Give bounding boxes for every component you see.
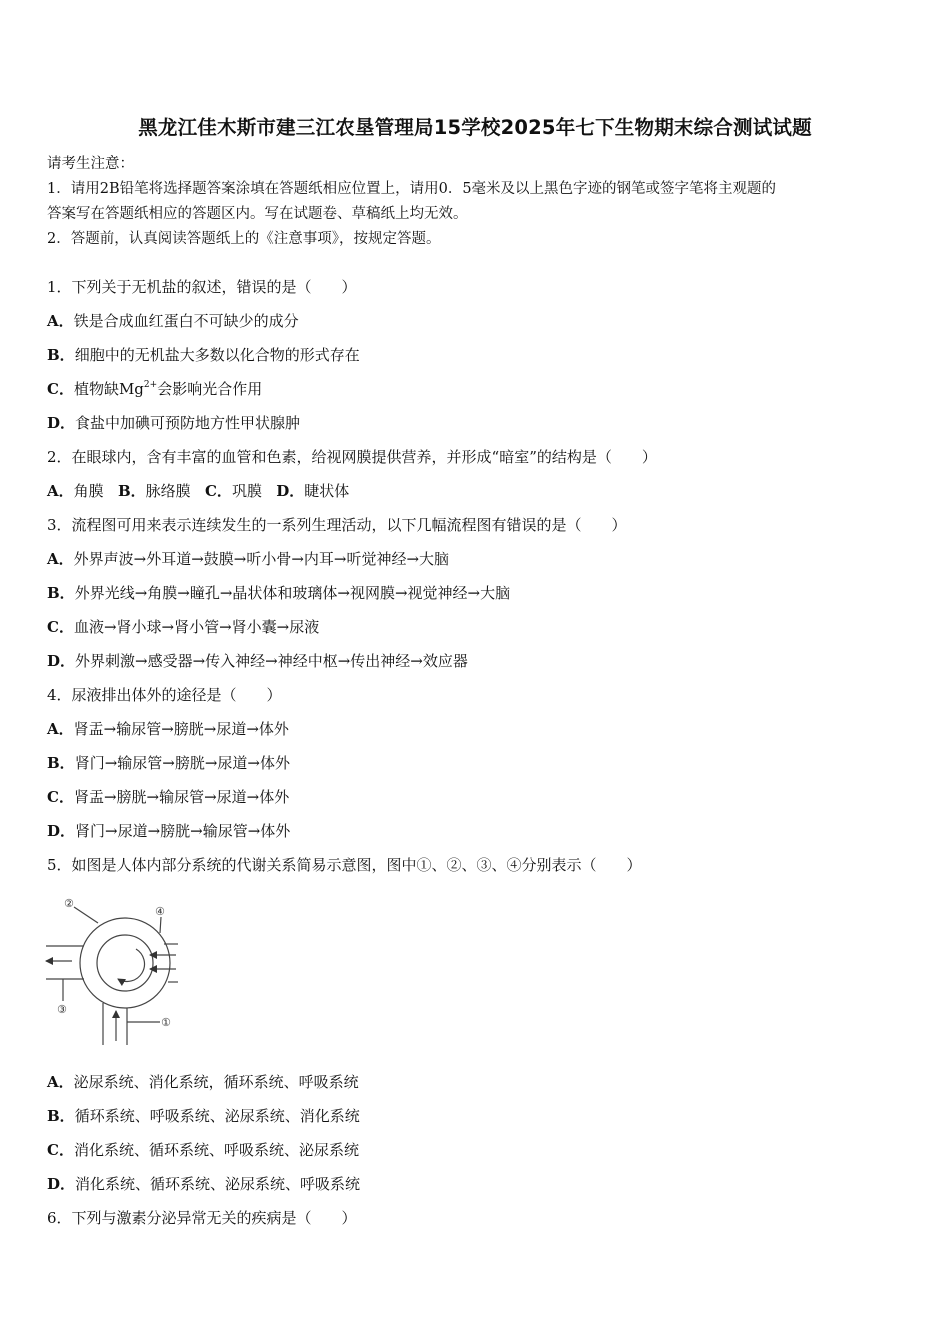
question-3-stem: 3．流程图可用来表示连续发生的一系列生理活动，以下几幅流程图有错误的是（ ）	[47, 516, 627, 534]
question-5-option-d	[47, 1173, 360, 1194]
question-1-option-c	[47, 378, 262, 399]
option-letter: B．	[117, 482, 146, 500]
option-text: 肾门→尿道→膀胱→输尿管→体外	[75, 822, 291, 840]
leader-2	[74, 907, 98, 923]
option-text: 肾盂→膀胱→输尿管→尿道→体外	[73, 788, 290, 806]
option-letter: B．	[47, 1107, 75, 1125]
option-text: 外界声波→外耳道→鼓膜→听小骨→内耳→听觉神经→大脑	[73, 550, 450, 568]
question-1-option-d	[47, 412, 300, 433]
question-5-option-b	[47, 1105, 360, 1126]
option-letter: C．	[47, 618, 74, 636]
metabolism-diagram	[40, 893, 190, 1051]
option-letter: B．	[47, 584, 75, 602]
option-text: 肾门→输尿管→膀胱→尿道→体外	[74, 754, 290, 772]
question-4-option-b	[47, 752, 290, 773]
question-2-stem: 2．在眼球内，含有丰富的血管和色素，给视网膜提供营养，并形成“暗室”的结构是（ ）	[47, 448, 657, 466]
option-letter: A．	[47, 1073, 74, 1091]
option-text: 植物缺Mg	[73, 380, 144, 398]
option-letter: C．	[47, 1141, 74, 1159]
option-text: 脉络膜	[145, 482, 191, 500]
option-letter: D．	[47, 414, 76, 432]
diagram-label-3: ③	[57, 1003, 67, 1016]
question-3-option-c	[47, 616, 319, 637]
question-6-stem: 6．下列与激素分泌异常无关的疾病是（ ）	[47, 1209, 357, 1227]
option-letter: A．	[47, 482, 74, 500]
option-letter: D．	[47, 822, 76, 840]
option-text: 消化系统、循环系统、呼吸系统、泌尿系统	[73, 1141, 359, 1159]
question-5-option-c	[47, 1139, 359, 1160]
outer-circle	[80, 918, 170, 1008]
question-5-stem: 5．如图是人体内部分系统的代谢关系简易示意图，图中①、②、③、④分别表示（ ）	[47, 856, 642, 874]
question-5-option-a	[47, 1071, 359, 1092]
option-letter: C．	[204, 482, 232, 500]
option-letter: A．	[47, 312, 74, 330]
question-4-option-a	[47, 718, 289, 739]
notice-heading: 请考生注意：	[47, 156, 134, 172]
option-text: 睫状体	[304, 482, 350, 500]
circulation-arrow	[118, 949, 144, 981]
option-text: 外界刺激→感受器→传入神经→神经中枢→传出神经→效应器	[75, 652, 468, 670]
option-text: 血液→肾小球→肾小管→肾小囊→尿液	[73, 618, 320, 636]
page-title: 黑龙江佳木斯市建三江农垦管理局15学校2025年七下生物期末综合测试试题	[138, 116, 812, 139]
option-text: 巩膜	[231, 482, 262, 500]
option-letter: D．	[276, 482, 305, 500]
option-text: 铁是合成血红蛋白不可缺少的成分	[73, 312, 299, 330]
option-text: 细胞中的无机盐大多数以化合物的形式存在	[74, 346, 360, 364]
superscript: 2+	[143, 380, 158, 390]
option-letter: B．	[47, 754, 75, 772]
option-letter: C．	[47, 788, 74, 806]
question-2-options	[47, 480, 349, 501]
option-letter: A．	[47, 550, 74, 568]
diagram-label-2: ②	[64, 897, 74, 910]
question-4-option-c	[47, 786, 289, 807]
option-letter: C．	[47, 380, 74, 398]
notice-line-3: 2．答题前，认真阅读答题纸上的《注意事项》，按规定答题。	[47, 231, 441, 247]
option-letter: A．	[47, 720, 74, 738]
option-text: 消化系统、循环系统、泌尿系统、呼吸系统	[75, 1175, 361, 1193]
notice-line-2: 答案写在答题纸相应的答题区内。写在试题卷、草稿纸上均无效。	[47, 206, 468, 222]
option-letter: B．	[47, 346, 75, 364]
option-text: 循环系统、呼吸系统、泌尿系统、消化系统	[74, 1107, 360, 1125]
question-3-option-a	[47, 548, 449, 569]
notice-line-1: 1．请用2B铅笔将选择题答案涂填在答题纸相应位置上，请用0．5毫米及以上黑色字迹的钢笔或签字笔将主观题的	[47, 181, 777, 197]
option-text: 外界光线→角膜→瞳孔→晶状体和玻璃体→视网膜→视觉神经→大脑	[74, 584, 511, 602]
question-3-option-d	[47, 650, 468, 671]
question-4-stem: 4．尿液排出体外的途径是（ ）	[47, 686, 282, 704]
question-4-option-d	[47, 820, 290, 841]
question-1-stem: 1．下列关于无机盐的叙述，错误的是（ ）	[47, 278, 357, 296]
option-text: 肾盂→输尿管→膀胱→尿道→体外	[73, 720, 289, 738]
option-text: 泌尿系统、消化系统，循环系统、呼吸系统	[73, 1073, 359, 1091]
option-text: 角膜	[73, 482, 104, 500]
option-letter: D．	[47, 1175, 76, 1193]
option-letter: D．	[47, 652, 76, 670]
question-1-option-b	[47, 344, 360, 365]
diagram-label-1: ①	[161, 1016, 171, 1029]
option-text-continued: 会影响光合作用	[157, 380, 263, 398]
question-1-option-a	[47, 310, 299, 331]
diagram-label-4: ④	[155, 905, 165, 918]
question-3-option-b	[47, 582, 510, 603]
leader-4	[160, 917, 161, 933]
option-text: 食盐中加碘可预防地方性甲状腺肿	[75, 414, 301, 432]
